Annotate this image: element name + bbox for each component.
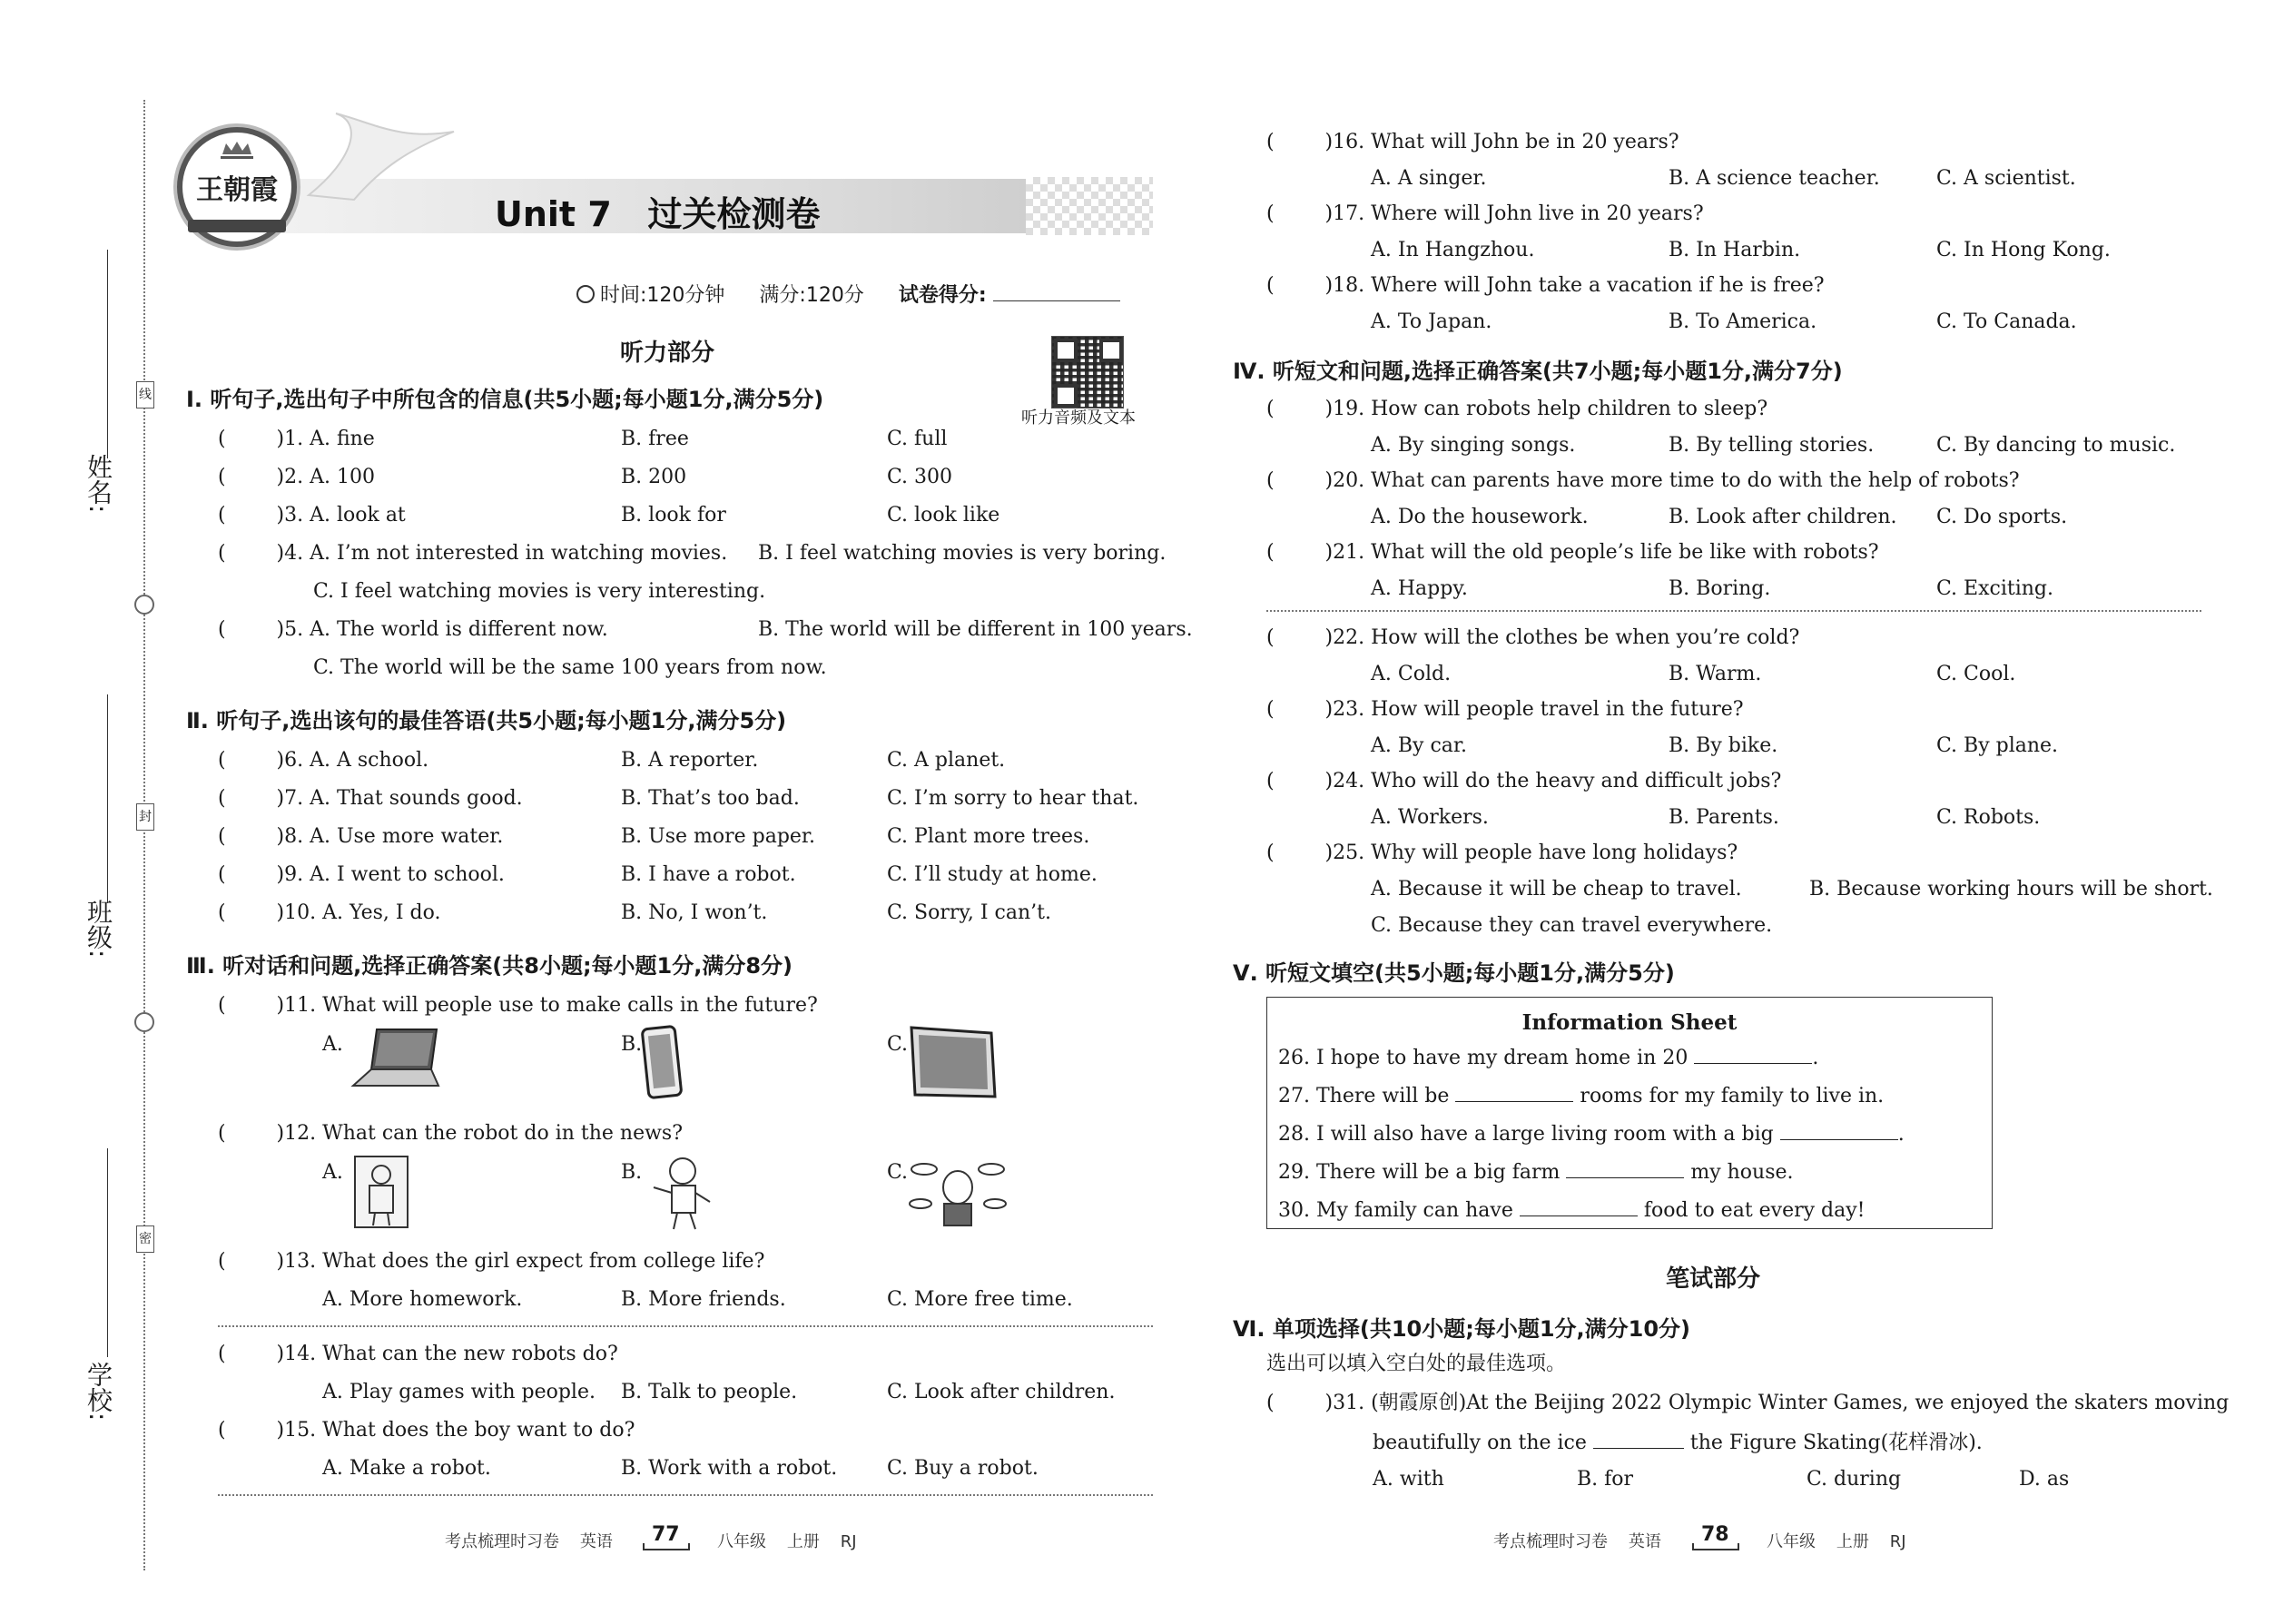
q5: ( )5. A. The world is different now. <box>218 618 608 641</box>
tablet-picture <box>908 1024 999 1102</box>
q3: ( )3. A. look at <box>218 504 406 527</box>
divider-left-2 <box>218 1494 1153 1496</box>
q10-c: C. Sorry, I can’t. <box>887 901 1051 924</box>
page-number-right: 78 <box>1701 1523 1729 1546</box>
laptop-picture <box>350 1026 440 1091</box>
page-number-right-bracket <box>1692 1543 1739 1550</box>
q20-b: B. Look after children. <box>1669 506 1897 528</box>
logo-text: 王朝霞 <box>196 174 278 206</box>
blank-31[interactable] <box>1593 1432 1684 1449</box>
blank-30[interactable] <box>1520 1199 1638 1216</box>
score-label: 满分:120分 <box>759 284 864 307</box>
page-title: Unit 7 过关检测卷 <box>495 194 821 234</box>
sec5-heading: Ⅴ. 听短文填空(共5小题;每小题1分,满分5分) <box>1233 960 1675 986</box>
q12-label-b: B. <box>621 1161 643 1184</box>
checker-pattern <box>1026 177 1153 235</box>
q11-label-b: B. <box>621 1033 643 1056</box>
page-number-left: 77 <box>652 1523 680 1546</box>
q22: ( )22. How will the clothes be when you’re cold? <box>1266 626 1800 649</box>
q8-c: C. Plant more trees. <box>887 825 1090 848</box>
info-line-29: 29. There will be a big farm my house. <box>1278 1161 1794 1184</box>
phone-picture <box>640 1024 685 1102</box>
footer-left-book: 考点梳理时习卷 英语 <box>445 1532 613 1551</box>
info-line-26: 26. I hope to have my dream home in 20 . <box>1278 1047 1819 1069</box>
divider-right-1 <box>1266 610 2201 612</box>
q22-a: A. Cold. <box>1371 663 1452 685</box>
footer-left-grade: 八年级 上册 RJ <box>717 1532 857 1551</box>
cut-circle-1 <box>134 595 154 615</box>
q4-c: C. I feel watching movies is very interesting. <box>313 580 766 603</box>
seal-mark-close: 密 <box>136 1225 154 1253</box>
q23-c: C. By plane. <box>1936 734 2059 757</box>
blank-27[interactable] <box>1455 1085 1573 1102</box>
blank-28[interactable] <box>1780 1123 1898 1140</box>
sec6-intro: 选出可以填入空白处的最佳选项。 <box>1266 1353 1567 1375</box>
q25-a: A. Because it will be cheap to travel. <box>1371 878 1742 901</box>
q14-a: A. Play games with people. <box>322 1381 596 1403</box>
q19-a: A. By singing songs. <box>1371 434 1576 457</box>
qr-code <box>1051 336 1124 408</box>
exam-meta <box>576 280 1120 308</box>
q20: ( )20. What can parents have more time to do with the help of robots? <box>1266 469 2020 492</box>
q15-a: A. Make a robot. <box>322 1457 491 1480</box>
robot-waiter-picture <box>908 1151 1008 1233</box>
blank-26[interactable] <box>1694 1047 1812 1064</box>
q21-c: C. Exciting. <box>1936 577 2053 600</box>
q8: ( )8. A. Use more water. <box>218 825 504 848</box>
page-number-left-bracket <box>643 1543 690 1550</box>
q18-b: B. To America. <box>1669 310 1817 333</box>
q15-b: B. Work with a robot. <box>621 1457 838 1480</box>
q9-c: C. I’ll study at home. <box>887 863 1098 886</box>
q14: ( )14. What can the new robots do? <box>218 1343 618 1365</box>
q31-line2: beautifully on the ice the Figure Skating(花样滑冰). <box>1373 1432 1983 1454</box>
q23: ( )23. How will people travel in the future? <box>1266 698 1744 721</box>
q31-b: B. for <box>1577 1468 1634 1491</box>
written-title: 笔试部分 <box>1666 1265 1761 1293</box>
q21: ( )21. What will the old people’s life be like with robots? <box>1266 541 1879 564</box>
q13-a: A. More homework. <box>322 1288 523 1311</box>
q13-b: B. More friends. <box>621 1288 786 1311</box>
q15-c: C. Buy a robot. <box>887 1457 1039 1480</box>
q31-a: A. with <box>1373 1468 1444 1491</box>
listening-title: 听力部分 <box>620 340 715 367</box>
sec1-heading: Ⅰ. 听句子,选出句子中所包含的信息(共5小题;每小题1分,满分5分) <box>186 387 824 412</box>
info-line-30: 30. My family can have food to eat every day! <box>1278 1199 1866 1222</box>
seal-mark-seal: 封 <box>136 803 154 831</box>
q1: ( )1. A. fine <box>218 428 375 450</box>
q11-label-a: A. <box>322 1033 343 1056</box>
qr-caption: 听力音频及文本 <box>1021 408 1136 428</box>
q17-a: A. In Hangzhou. <box>1371 239 1535 261</box>
blank-29[interactable] <box>1566 1161 1684 1178</box>
q12-label-a: A. <box>322 1161 343 1184</box>
q19-b: B. By telling stories. <box>1669 434 1875 457</box>
sec6-heading: Ⅵ. 单项选择(共10小题;每小题1分,满分10分) <box>1233 1316 1690 1342</box>
q15: ( )15. What does the boy want to do? <box>218 1419 635 1442</box>
robot-cooking-picture <box>350 1153 413 1231</box>
q24-b: B. Parents. <box>1669 806 1779 829</box>
info-line-27: 27. There will be rooms for my family to live in. <box>1278 1085 1885 1107</box>
q6: ( )6. A. A school. <box>218 749 429 772</box>
q14-c: C. Look after children. <box>887 1381 1116 1403</box>
q1-b: B. free <box>621 428 689 450</box>
ribbon-decoration <box>300 104 463 204</box>
q25-c: C. Because they can travel everywhere. <box>1371 914 1773 937</box>
q16: ( )16. What will John be in 20 years? <box>1266 131 1679 153</box>
q22-b: B. Warm. <box>1669 663 1762 685</box>
q11-label-c: C. <box>887 1033 909 1056</box>
q23-a: A. By car. <box>1371 734 1467 757</box>
q13-c: C. More free time. <box>887 1288 1073 1311</box>
q1-c: C. full <box>887 428 948 450</box>
q21-a: A. Happy. <box>1371 577 1468 600</box>
name-line <box>107 250 108 458</box>
footer-right-grade: 八年级 上册 RJ <box>1767 1532 1906 1551</box>
q7: ( )7. A. That sounds good. <box>218 787 523 810</box>
q20-c: C. Do sports. <box>1936 506 2068 528</box>
q4: ( )4. A. I’m not interested in watching movies. <box>218 542 728 565</box>
q5-b: B. The world will be different in 100 years. <box>758 618 1193 641</box>
q24: ( )24. Who will do the heavy and difficult jobs? <box>1266 770 1782 792</box>
footer-right-book: 考点梳理时习卷 英语 <box>1493 1532 1661 1551</box>
q3-b: B. look for <box>621 504 726 527</box>
q18: ( )18. Where will John take a vacation if he is free? <box>1266 274 1825 297</box>
q20-a: A. Do the housework. <box>1371 506 1589 528</box>
q14-b: B. Talk to people. <box>621 1381 798 1403</box>
q21-b: B. Boring. <box>1669 577 1771 600</box>
school-line <box>107 1148 108 1357</box>
class-line <box>107 694 108 903</box>
seal-mark-line: 线 <box>136 381 154 408</box>
q2-c: C. 300 <box>887 466 953 488</box>
q19-c: C. By dancing to music. <box>1936 434 2176 457</box>
q17-c: C. In Hong Kong. <box>1936 239 2111 261</box>
q23-b: B. By bike. <box>1669 734 1778 757</box>
q6-c: C. A planet. <box>887 749 1006 772</box>
q8-b: B. Use more paper. <box>621 825 816 848</box>
q18-c: C. To Canada. <box>1936 310 2077 333</box>
q17-b: B. In Harbin. <box>1669 239 1801 261</box>
q2-b: B. 200 <box>621 466 687 488</box>
binding-margin <box>0 0 154 1624</box>
sec3-heading: Ⅲ. 听对话和问题,选择正确答案(共8小题;每小题1分,满分8分) <box>186 953 793 979</box>
q10: ( )10. A. Yes, I do. <box>218 901 441 924</box>
q25-b: B. Because working hours will be short. <box>1809 878 2213 901</box>
sec4-heading: Ⅳ. 听短文和问题,选择正确答案(共7小题;每小题1分,满分7分) <box>1233 359 1843 384</box>
q31-d: D. as <box>2019 1468 2070 1491</box>
result-label: 试卷得分: <box>898 284 987 307</box>
q24-a: A. Workers. <box>1371 806 1489 829</box>
q18-a: A. To Japan. <box>1371 310 1492 333</box>
q2: ( )2. A. 100 <box>218 466 375 488</box>
q12-label-c: C. <box>887 1161 909 1184</box>
logo-badge <box>177 127 297 247</box>
info-sheet-title: Information Sheet <box>1521 1010 1738 1035</box>
clock-icon <box>576 285 595 303</box>
q17: ( )17. Where will John live in 20 years? <box>1266 202 1704 225</box>
q11: ( )11. What will people use to make calls in the future? <box>218 994 818 1017</box>
q12: ( )12. What can the robot do in the news? <box>218 1122 684 1145</box>
info-sheet-box <box>1266 997 1993 1229</box>
time-label: 时间:120分钟 <box>600 284 725 307</box>
q16-a: A. A singer. <box>1371 167 1487 190</box>
q19: ( )19. How can robots help children to sleep? <box>1266 398 1768 420</box>
q7-c: C. I’m sorry to hear that. <box>887 787 1139 810</box>
q6-b: B. A reporter. <box>621 749 759 772</box>
q25: ( )25. Why will people have long holidays? <box>1266 842 1738 864</box>
divider-left-1 <box>218 1325 1153 1327</box>
q16-b: B. A science teacher. <box>1669 167 1880 190</box>
q16-c: C. A scientist. <box>1936 167 2076 190</box>
class-label: 班级: <box>84 899 113 959</box>
q13: ( )13. What does the girl expect from college life? <box>218 1250 765 1273</box>
q5-c: C. The world will be the same 100 years from now. <box>313 656 827 679</box>
logo-ribbon <box>188 220 286 232</box>
info-line-28: 28. I will also have a large living room with a big . <box>1278 1123 1905 1146</box>
cut-line <box>143 100 145 1570</box>
q24-c: C. Robots. <box>1936 806 2041 829</box>
q3-c: C. look like <box>887 504 1000 527</box>
q22-c: C. Cool. <box>1936 663 2016 685</box>
q31-line1: ( )31. (朝霞原创)At the Beijing 2022 Olympic Winter Games, we enjoyed the skaters moving <box>1266 1392 2230 1414</box>
q9: ( )9. A. I went to school. <box>218 863 505 886</box>
q4-b: B. I feel watching movies is very boring. <box>758 542 1167 565</box>
sec2-heading: Ⅱ. 听句子,选出该句的最佳答语(共5小题;每小题1分,满分5分) <box>186 708 787 733</box>
logo-crown-icon <box>221 140 253 159</box>
q7-b: B. That’s too bad. <box>621 787 800 810</box>
name-label: 姓名: <box>84 454 113 514</box>
robot-playing-picture <box>645 1151 717 1233</box>
school-label: 学校: <box>84 1362 113 1422</box>
cut-circle-2 <box>134 1012 154 1032</box>
result-blank[interactable] <box>993 284 1120 301</box>
q31-c: C. during <box>1807 1468 1902 1491</box>
q10-b: B. No, I won’t. <box>621 901 768 924</box>
q9-b: B. I have a robot. <box>621 863 796 886</box>
